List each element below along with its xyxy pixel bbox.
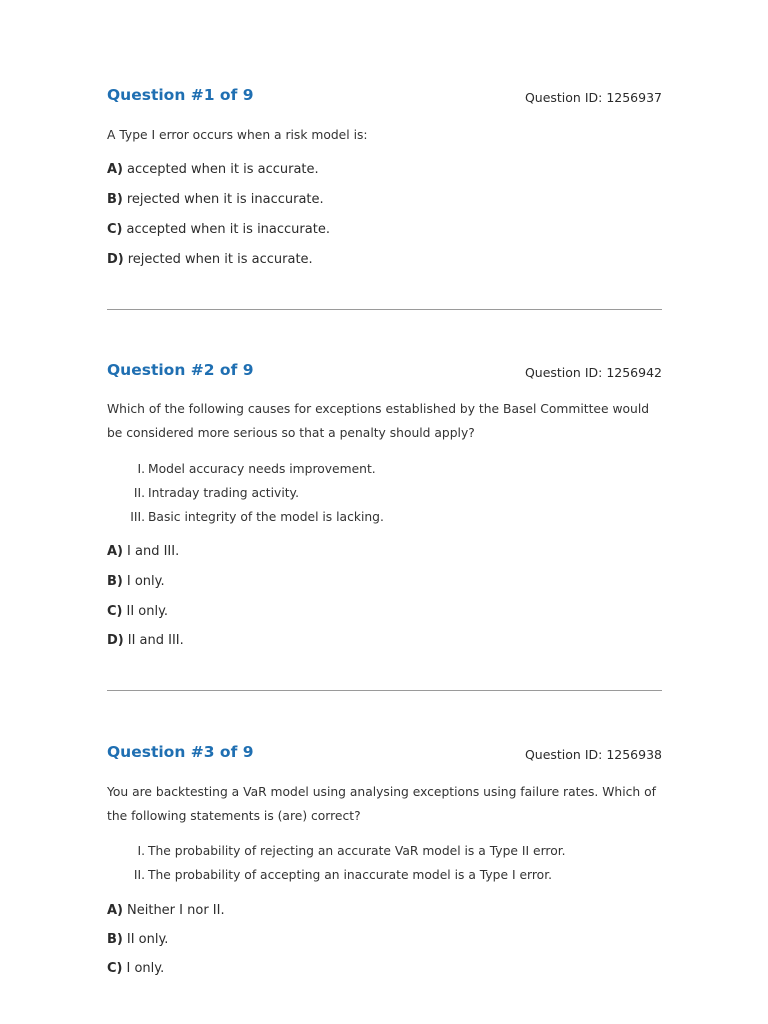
question-title: Question #1 of 9 <box>107 86 254 104</box>
statement-item <box>107 481 299 505</box>
answer-letter: A) <box>107 162 124 177</box>
answer-text: I only. <box>126 574 165 589</box>
statement-text: The probability of rejecting an accurate VaR model is a Type II error. <box>148 844 566 858</box>
answer-text: II and III. <box>127 633 184 648</box>
answer-option-b[interactable] <box>107 571 165 593</box>
answer-text: rejected when it is accurate. <box>127 252 313 267</box>
answer-option-c[interactable] <box>107 958 164 980</box>
question-divider <box>107 309 662 310</box>
answer-option-d[interactable] <box>107 249 313 271</box>
answer-letter: B) <box>107 932 123 947</box>
answer-text: I only. <box>126 961 165 976</box>
question-text: Which of the following causes for exceptions established by the Basel Committee would be considered more serious so that a penalty should apply? <box>107 402 650 440</box>
answer-text: II only. <box>126 604 169 619</box>
statement-number: I. <box>137 462 145 476</box>
answer-letter: B) <box>107 574 123 589</box>
answer-text: accepted when it is accurate. <box>127 162 319 177</box>
statement-number: I. <box>137 844 145 858</box>
answer-option-c[interactable] <box>107 219 330 241</box>
statement-number: II. <box>133 486 145 500</box>
question-divider <box>107 690 662 691</box>
answer-letter: C) <box>107 604 123 619</box>
answer-option-b[interactable] <box>107 929 168 951</box>
answer-letter: D) <box>107 633 124 648</box>
answer-option-a[interactable] <box>107 900 225 922</box>
answer-option-c[interactable] <box>107 601 168 623</box>
answer-option-d[interactable] <box>107 630 184 652</box>
answer-text: I and III. <box>127 544 180 559</box>
answer-text: accepted when it is inaccurate. <box>126 222 330 237</box>
question-id: Question ID: 1256938 <box>524 747 662 762</box>
question-id: Question ID: 1256942 <box>524 365 662 380</box>
statement-text: Intraday trading activity. <box>148 486 299 500</box>
answer-text: II only. <box>126 932 169 947</box>
answer-option-a[interactable] <box>107 541 179 563</box>
statement-number: II. <box>133 868 145 882</box>
question-id: Question ID: 1256937 <box>524 90 662 105</box>
question-text: A Type I error occurs when a risk model is: <box>107 128 368 142</box>
question-title: Question #3 of 9 <box>107 743 254 761</box>
answer-option-b[interactable] <box>107 189 324 211</box>
answer-letter: B) <box>107 192 123 207</box>
answer-letter: D) <box>107 252 124 267</box>
answer-letter: A) <box>107 544 124 559</box>
question-title: Question #2 of 9 <box>107 361 254 379</box>
answer-letter: A) <box>107 903 124 918</box>
question-text: You are backtesting a VaR model using analysing exceptions using failure rates. Which of the following statements is (are) correct? <box>107 785 656 823</box>
statement-text: Basic integrity of the model is lacking. <box>148 510 384 524</box>
answer-text: rejected when it is inaccurate. <box>126 192 324 207</box>
answer-option-a[interactable] <box>107 159 319 181</box>
statement-item <box>107 457 376 481</box>
answer-letter: C) <box>107 222 123 237</box>
answer-text: Neither I nor II. <box>127 903 225 918</box>
statement-number: III. <box>130 510 145 524</box>
statement-item <box>107 839 566 863</box>
answer-letter: C) <box>107 961 123 976</box>
statement-item <box>107 863 552 887</box>
statement-text: The probability of accepting an inaccurate model is a Type I error. <box>148 868 553 882</box>
statement-text: Model accuracy needs improvement. <box>148 462 376 476</box>
statement-item <box>107 505 384 529</box>
